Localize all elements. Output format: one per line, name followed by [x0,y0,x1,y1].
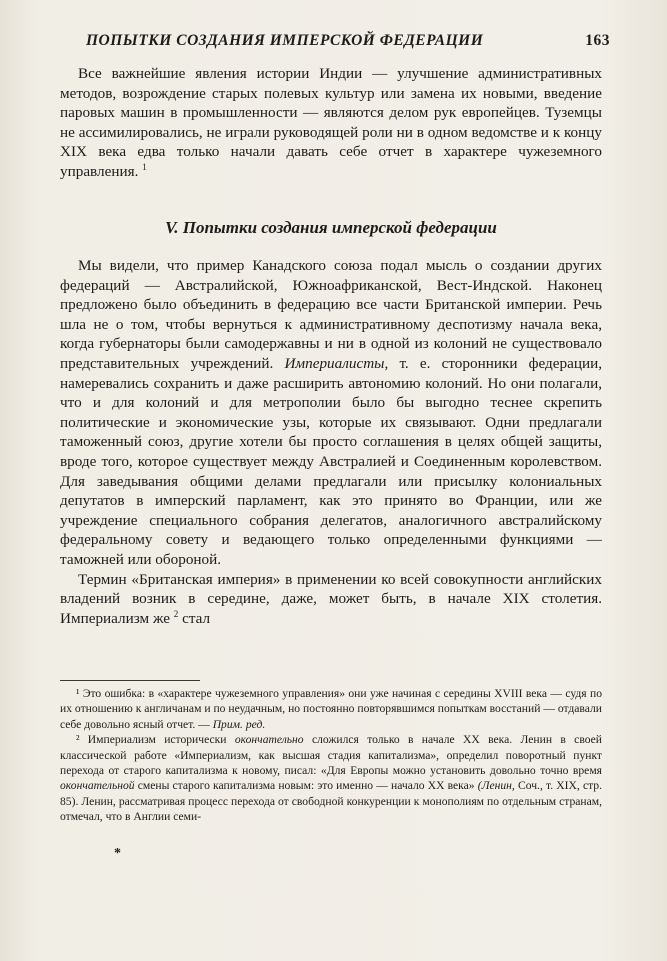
paragraph-1-text: Все важнейшие явления истории Индии — улучшение административных методов, возрождение старых полевых культур или замена их новыми, введение паровых машин в промышленности — являются делом рук европейцев. Туземцы не ассимилировались, не играли руководящей роли ни в одном ведомстве и к концу XIX века едва только начали давать себе отчет в характере чужеземного управления. [60,65,602,180]
footnote-2-emphasis-1: окончательно [234,733,304,747]
footnote-1-editor-note: Прим. ред. [212,717,266,731]
running-head [60,32,610,54]
footnote-2-text-d: Соч., т. XIX, стр. 85). Ленин, рассматривая процесс перехода от свободной конкуренции к монополиям по отдельным странам, отмечал, что в Англии семи- [60,779,602,824]
footnote-2-text-c: смены старого капитализма новым: это именно — начало XX века» [137,779,475,793]
footnote-2-text-b: сложился только в начале XX века. Ленин в своей классической работе «Империализм, как высшая стадия капитализма», определил поворотный пункт перехода от старого капитализма к новому, писал: «Для Европы можно установить довольно точно время [60,733,603,778]
paragraph-2a-text: Мы видели, что пример Канадского союза подал мысль о создании других федераций — Австралийской, Южноафриканской, Вест-Индской. Наконец предложено было объединить в федерацию все части Британской империи. Речь шла не о том, чтобы вернуться к административному деспотизму начала века, когда губернаторы были самодержавны и ни в одной из колоний не существовало представительных учреждений. [60,257,602,372]
section-heading: V. Попытки создания имперской федерации [165,218,497,237]
footnote-ref-1: 1 [142,161,147,172]
footnote-divider [60,680,200,681]
footnotes [60,686,602,825]
paragraph-3b-text: стал [178,609,211,627]
footnote-1 [60,686,602,732]
page-number: 163 [585,32,610,49]
signature-mark: * [114,846,121,861]
footnote-2-text-a: ² Империализм исторически [76,733,227,747]
footnote-1-text: ¹ Это ошибка: в «характере чужеземного управления» они уже начиная с середины XVIII века — судя по их отношению к англичанам и по неудачным, но постоянно повторявшимся попыткам восстаний — отдавали себе довольно ясный отчет. — [60,687,602,731]
paragraph-federation [60,256,602,570]
footnote-2-emphasis-2: окончательной [60,779,135,793]
paragraph-2b-text: , т. е. сторонники федерации, намеревались сохранить и даже расширить автономию колоний. Но они полагали, что и для колоний и для метрополии было бы выгодно теснее скрепить политические и экономические узы, которые их связывают. Одни предлагали таможенный союз, другие хотели бы просто соглашения в целях общей защиты, вроде того, которое существует между Австралией и Соединенным королевством. Для заведывания общими делами предлагали или присылку колониальных депутатов в имперский парламент, как это принято во Франции, или же учреждение специального собрания делегатов, аналогичного австралийскому федеральному совету и ведающего только определенными функциями — таможней или обороной. [60,354,602,568]
running-head-title: ПОПЫТКИ СОЗДАНИЯ ИМПЕРСКОЙ ФЕДЕРАЦИИ [86,32,484,49]
footnote-2-emphasis-3: (Ленин, [477,779,515,793]
section-body [60,256,602,628]
footnote-2 [60,732,602,824]
paragraph-2-emphasis: Империалисты [284,354,385,372]
paragraph-3a-text: Термин «Британская империя» в применении ко всей совокупности английских владений возник в середине, даже, может быть, в начале XIX столетия. Империализм же [60,570,602,627]
paragraph-term [60,570,602,629]
paragraph-india [60,64,602,182]
footnote-ref-2: 2 [173,608,179,619]
